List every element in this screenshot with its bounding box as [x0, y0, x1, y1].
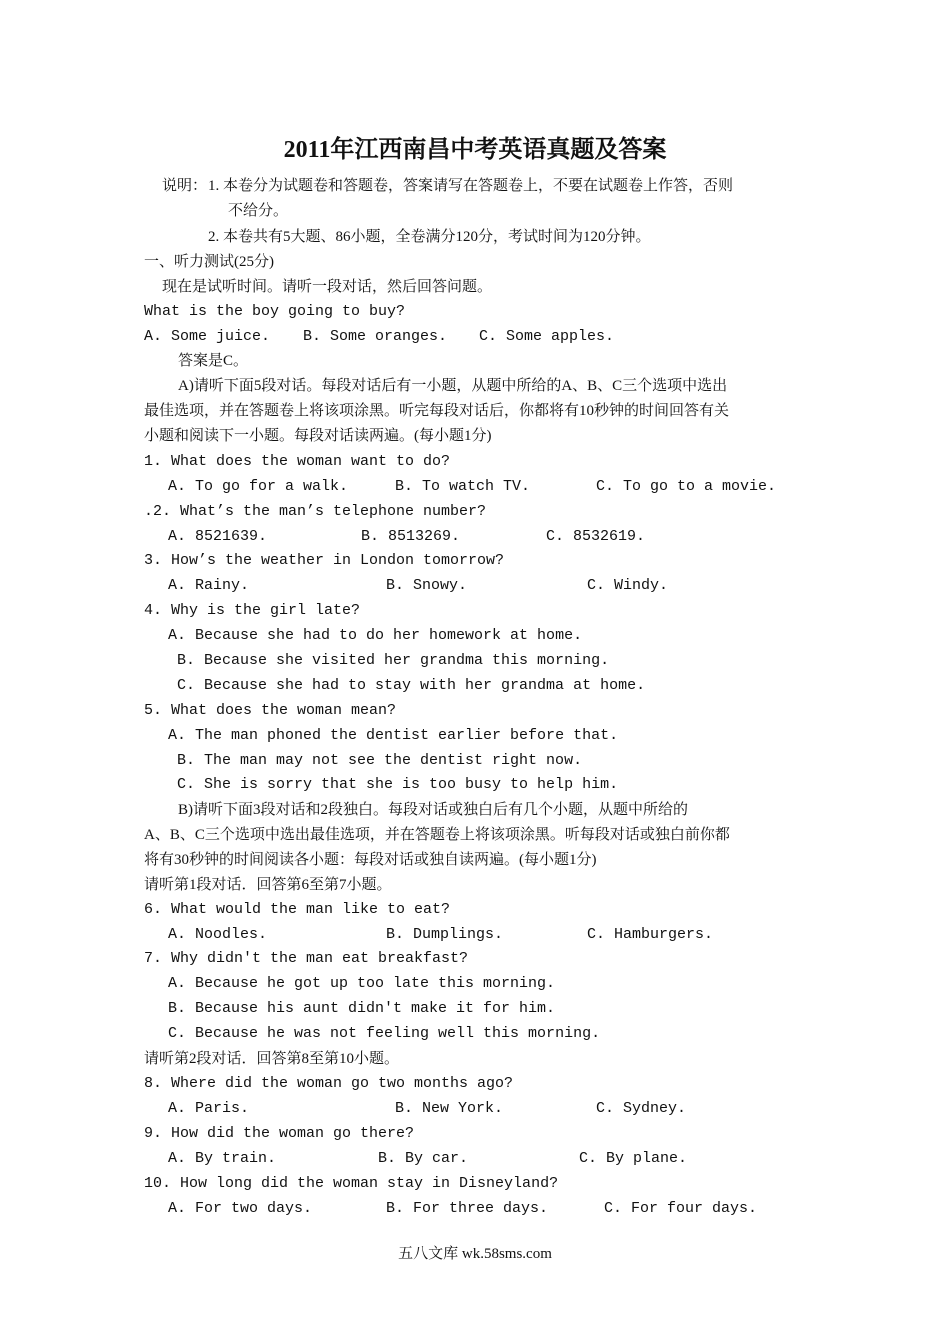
- question-3-option-a: A. Rainy.: [168, 577, 250, 594]
- question-10-option-b: B. For three days.: [386, 1200, 549, 1217]
- question-5-option-a: A. The man phoned the dentist earlier before that.: [168, 727, 619, 744]
- section-heading: 一、听力测试(25分): [144, 254, 274, 270]
- part-a-instructions-line-2: 最佳选项，并在答题卷上将该项涂黑。听完每段对话后，你都将有10秒钟的时间回答有关: [144, 403, 730, 419]
- trial-option-b: B. Some oranges.: [303, 328, 448, 345]
- question-7-option-c: C. Because he was not feeling well this morning.: [168, 1025, 601, 1042]
- page-footer: 五八文库 wk.58sms.com: [398, 1246, 552, 1262]
- question-1-option-b: B. To watch TV.: [395, 478, 531, 495]
- question-4-option-b: B. Because she visited her grandma this morning.: [177, 652, 610, 669]
- question-5-option-b: B. The man may not see the dentist right now.: [177, 752, 583, 769]
- question-9-option-c: C. By plane.: [579, 1150, 688, 1167]
- part-b-instructions-line-2: A、B、C三个选项中选出最佳选项，并在答题卷上将该项涂黑。听每段对话或独白前你都: [144, 827, 730, 843]
- part-b-instructions-line-1: B)请听下面3段对话和2段独白。每段对话或独白后有几个小题，从题中所给的: [178, 802, 689, 818]
- question-9-option-a: A. By train.: [168, 1150, 277, 1167]
- question-7-option-a: A. Because he got up too late this morning.: [168, 975, 556, 992]
- instructions-lead: 说明：: [162, 178, 208, 194]
- question-8-option-a: A. Paris.: [168, 1100, 250, 1117]
- question-3-option-b: B. Snowy.: [386, 577, 468, 594]
- question-1-option-c: C. To go to a movie.: [596, 478, 777, 495]
- question-6-stem: 6. What would the man like to eat?: [144, 901, 451, 918]
- question-9-stem: 9. How did the woman go there?: [144, 1125, 415, 1142]
- question-6-option-a: A. Noodles.: [168, 926, 268, 943]
- question-2-option-c: C. 8532619.: [546, 528, 646, 545]
- instruction-item-1-line-2: 不给分。: [228, 203, 289, 219]
- question-3-stem: 3. How’s the weather in London tomorrow?: [144, 552, 505, 569]
- part-a-instructions-line-3: 小题和阅读下一小题。每段对话读两遍。(每小题1分): [144, 428, 492, 444]
- question-10-stem: 10. How long did the woman stay in Disneyland?: [144, 1175, 559, 1192]
- question-7-option-b: B. Because his aunt didn't make it for him.: [168, 1000, 556, 1017]
- question-8-stem: 8. Where did the woman go two months ago?: [144, 1075, 514, 1092]
- question-10-option-c: C. For four days.: [604, 1200, 758, 1217]
- question-6-option-b: B. Dumplings.: [386, 926, 504, 943]
- trial-intro: 现在是试听时间。请听一段对话，然后回答问题。: [162, 279, 493, 295]
- instruction-item-2: 2. 本卷共有5大题、86小题，全卷满分120分，考试时间为120分钟。: [208, 229, 651, 245]
- question-2-stem: .2. What’s the man’s telephone number?: [144, 503, 487, 520]
- dialog-1-intro: 请听第1段对话．回答第6至第7小题。: [144, 877, 392, 893]
- question-9-option-b: B. By car.: [378, 1150, 469, 1167]
- trial-option-c: C. Some apples.: [479, 328, 615, 345]
- question-6-option-c: C. Hamburgers.: [587, 926, 714, 943]
- question-4-option-c: C. Because she had to stay with her grandma at home.: [177, 677, 646, 694]
- question-8-option-b: B. New York.: [395, 1100, 504, 1117]
- trial-question: What is the boy going to buy?: [144, 303, 406, 320]
- trial-answer: 答案是C。: [178, 353, 249, 369]
- dialog-2-intro: 请听第2段对话．回答第8至第10小题。: [144, 1051, 400, 1067]
- page-title: 2011年江西南昌中考英语真题及答案: [283, 137, 667, 163]
- question-8-option-c: C. Sydney.: [596, 1100, 687, 1117]
- question-1-stem: 1. What does the woman want to do?: [144, 453, 451, 470]
- question-2-option-a: A. 8521639.: [168, 528, 268, 545]
- trial-option-a: A. Some juice.: [144, 328, 271, 345]
- question-4-stem: 4. Why is the girl late?: [144, 602, 361, 619]
- question-5-option-c: C. She is sorry that she is too busy to help him.: [177, 776, 619, 793]
- question-10-option-a: A. For two days.: [168, 1200, 313, 1217]
- instruction-item-1-line-1: 1. 本卷分为试题卷和答题卷，答案请写在答题卷上，不要在试题卷上作答，否则: [208, 178, 734, 194]
- question-2-option-b: B. 8513269.: [361, 528, 461, 545]
- question-7-stem: 7. Why didn't the man eat breakfast?: [144, 950, 469, 967]
- question-3-option-c: C. Windy.: [587, 577, 669, 594]
- part-a-instructions-line-1: A)请听下面5段对话。每段对话后有一小题，从题中所给的A、B、C三个选项中选出: [178, 378, 728, 394]
- part-b-instructions-line-3: 将有30秒钟的时间阅读各小题：每段对话或独自读两遍。(每小题1分): [144, 852, 597, 868]
- question-4-option-a: A. Because she had to do her homework at home.: [168, 627, 583, 644]
- question-5-stem: 5. What does the woman mean?: [144, 702, 397, 719]
- question-1-option-a: A. To go for a walk.: [168, 478, 349, 495]
